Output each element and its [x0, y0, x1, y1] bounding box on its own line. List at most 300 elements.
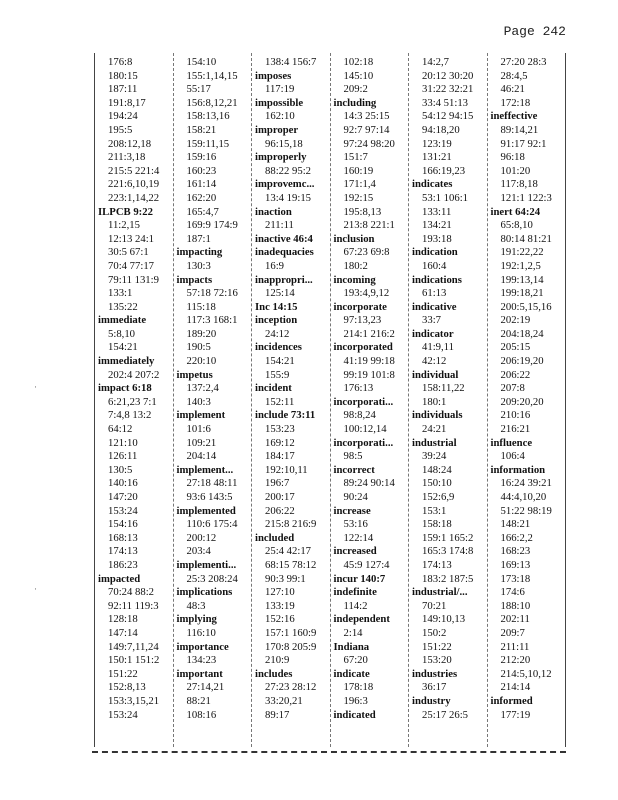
- page-reference: 153:3,15,21: [108, 694, 160, 707]
- page-reference: 156:8,12,21: [186, 96, 238, 109]
- page-reference: 196:7: [265, 477, 290, 490]
- page-reference: 211:3,18: [108, 151, 146, 164]
- page-reference: 135:22: [108, 300, 138, 313]
- page-reference: 65:8,10: [500, 219, 533, 232]
- page-reference: 117:3 168:1: [186, 314, 238, 327]
- index-term: including: [333, 96, 377, 109]
- word-index: [94, 53, 566, 747]
- page-reference: 176:8: [108, 56, 133, 68]
- page-reference: 211:11: [500, 640, 530, 653]
- page-reference: 48:3: [186, 599, 206, 612]
- page-reference: 148:24: [422, 463, 452, 476]
- page-reference: 174:13: [422, 558, 452, 571]
- page-reference: 68:15 78:12: [265, 558, 317, 571]
- page-reference: 97:13,23: [343, 314, 382, 327]
- index-term: incorporate: [333, 300, 387, 313]
- page-reference: 25:4 42:17: [265, 545, 312, 558]
- page-reference: 145:10: [343, 69, 374, 82]
- page-reference: 220:10: [186, 355, 217, 368]
- page-reference: 33:4 51:13: [422, 96, 469, 109]
- page-reference: 162:10: [265, 110, 295, 123]
- page-reference: 98:8,24: [343, 409, 376, 422]
- page-reference: 134:21: [422, 219, 452, 232]
- index-term: inaction: [255, 205, 292, 218]
- page-reference: 191:8,17: [108, 96, 146, 109]
- page-reference: 44:4,10,20: [500, 491, 547, 503]
- page-reference: 93:6 143:5: [186, 491, 233, 503]
- index-term: industrial: [412, 436, 457, 449]
- page-reference: 150:10: [422, 477, 452, 490]
- page-reference: 187:1: [186, 232, 211, 245]
- page-reference: 126:11: [108, 450, 138, 463]
- index-term: indicates: [412, 178, 453, 191]
- page-reference: 46:21: [500, 83, 525, 96]
- page-reference: 30:5 67:1: [108, 246, 149, 259]
- page-reference: 90:24: [343, 491, 368, 503]
- index-term: improper: [255, 123, 299, 136]
- page-reference: 214:14: [500, 681, 531, 694]
- index-term: industry: [412, 694, 451, 707]
- page-reference: 36:17: [422, 681, 447, 694]
- page-reference: 114:2: [343, 599, 368, 612]
- page-reference: 211:11: [265, 219, 294, 232]
- page-reference: 158:21: [186, 123, 217, 136]
- page-reference: 54:12 94:15: [422, 110, 474, 123]
- page-reference: 27:23 28:12: [265, 681, 317, 694]
- page-reference: 199:18,21: [500, 287, 544, 300]
- page-reference: 153:1: [422, 504, 447, 517]
- page-reference: 117:8,18: [500, 178, 538, 191]
- page-reference: 165:4,7: [186, 205, 219, 218]
- page-reference: 206:22: [500, 368, 531, 381]
- page-reference: 98:5: [343, 450, 363, 463]
- page-reference: 199:13,14: [500, 273, 544, 286]
- page-reference: 214:1 216:2: [343, 327, 395, 340]
- page-reference: 202:11: [500, 613, 530, 626]
- index-columns: [95, 53, 565, 747]
- page-reference: 195:5: [108, 123, 133, 136]
- index-term: ineffective: [490, 110, 538, 123]
- page-reference: 204:18,24: [500, 327, 544, 340]
- page-reference: 149:7,11,24: [108, 640, 159, 653]
- page-reference: 180:15: [108, 69, 138, 82]
- page-reference: 166:19,23: [422, 164, 466, 177]
- page-reference: 155:1,14,15: [186, 69, 238, 82]
- page-reference: 27:20 28:3: [500, 56, 547, 68]
- page-reference: 115:18: [186, 300, 216, 313]
- page-reference: 159:16: [186, 151, 217, 164]
- page-reference: 108:16: [186, 708, 217, 721]
- page-reference: 223:1,14,22: [108, 191, 160, 204]
- index-term: indicated: [333, 708, 376, 721]
- index-term: indicate: [333, 667, 370, 680]
- index-term: inception: [255, 314, 298, 327]
- index-column-1: [95, 53, 174, 747]
- page-reference: 147:20: [108, 491, 138, 503]
- page-reference: 109:21: [186, 436, 217, 449]
- index-term: imposes: [255, 69, 292, 82]
- page-reference: 70:24 88:2: [108, 586, 155, 599]
- page-reference: 200:12: [186, 531, 217, 544]
- page-reference: 11:2,15: [108, 219, 140, 232]
- page-reference: 221:6,10,19: [108, 178, 160, 191]
- page-reference: 169:12: [265, 436, 295, 449]
- page-reference: 153:23: [265, 423, 295, 436]
- page-reference: 196:3: [343, 694, 368, 707]
- page-reference: 89:24 90:14: [343, 477, 395, 490]
- index-term: impacts: [176, 273, 213, 286]
- page-reference: 215:5 221:4: [108, 164, 160, 177]
- index-term: implementi...: [176, 558, 237, 571]
- page-reference: 27:14,21: [186, 681, 225, 694]
- index-column-3: [252, 53, 331, 747]
- page-reference: 130:5: [108, 463, 133, 476]
- index-term: individuals: [412, 409, 463, 422]
- page-reference: 154:16: [108, 518, 138, 531]
- index-term: indicator: [412, 327, 454, 340]
- index-term: indication: [412, 246, 458, 259]
- page-reference: 137:2,4: [186, 382, 219, 395]
- index-term: incident: [255, 382, 292, 395]
- page-reference: 214:5,10,12: [500, 667, 552, 680]
- index-column-6: [488, 53, 566, 747]
- page-reference: 24:21: [422, 423, 447, 436]
- page-reference: 89:17: [265, 708, 290, 721]
- page-reference: 101:6: [186, 423, 211, 436]
- page-reference: 157:1 160:9: [265, 626, 317, 639]
- page-reference: 125:14: [265, 287, 295, 300]
- page-reference: 127:10: [265, 586, 295, 599]
- page-reference: 12:13 24:1: [108, 232, 155, 245]
- page-reference: 100:12,14: [343, 423, 387, 436]
- page-reference: 121:10: [108, 436, 138, 449]
- page-reference: 202:19: [500, 314, 531, 327]
- page-reference: 45:9 127:4: [343, 558, 390, 571]
- index-term: implement: [176, 409, 226, 422]
- page-reference: 97:24 98:20: [343, 137, 395, 150]
- page-reference: 27:18 48:11: [186, 477, 238, 490]
- page-reference: 140:3: [186, 395, 211, 408]
- page-reference: 101:20: [500, 164, 531, 177]
- index-term: impetus: [176, 368, 213, 381]
- page-reference: 92:11 119:3: [108, 599, 159, 612]
- page-reference: 79:11 131:9: [108, 273, 159, 286]
- page-reference: 155:9: [265, 368, 290, 381]
- page-reference: 160:23: [186, 164, 217, 177]
- page-reference: 133:19: [265, 599, 295, 612]
- page-reference: 88:22 95:2: [265, 164, 312, 177]
- page-reference: 190:5: [186, 341, 211, 354]
- page-reference: 200:5,15,16: [500, 300, 552, 313]
- index-term: impossible: [255, 96, 304, 109]
- page-reference: 173:18: [500, 572, 531, 585]
- index-term: inert 64:24: [490, 205, 541, 218]
- page-reference: 209:7: [500, 626, 525, 639]
- page-reference: 195:8,13: [343, 205, 382, 218]
- page-reference: 90:3 99:1: [265, 572, 306, 585]
- index-term: incorporati...: [333, 436, 394, 449]
- page-reference: 152:8,13: [108, 681, 146, 694]
- page-reference: 194:24: [108, 110, 138, 123]
- page-reference: 102:18: [343, 56, 374, 68]
- page-reference: 130:3: [186, 259, 211, 272]
- page-reference: 80:14 81:21: [500, 232, 552, 245]
- index-term: inactive 46:4: [255, 232, 313, 245]
- page-reference: 96:18: [500, 151, 525, 164]
- page-reference: 174:13: [108, 545, 138, 558]
- page-reference: 178:18: [343, 681, 374, 694]
- page-reference: 151:7: [343, 151, 368, 164]
- page-reference: 31:22 32:21: [422, 83, 474, 96]
- page-reference: 215:8 216:9: [265, 518, 317, 531]
- page-reference: 208:12,18: [108, 137, 152, 150]
- page-reference: 61:13: [422, 287, 447, 300]
- index-term: individual: [412, 368, 459, 381]
- index-term: implications: [176, 586, 233, 599]
- page-reference: 172:18: [500, 96, 531, 109]
- index-term: inappropri...: [255, 273, 313, 286]
- page-reference: 33:7: [422, 314, 442, 327]
- page-reference: 191:22,22: [500, 246, 544, 259]
- page-reference: 170:8 205:9: [265, 640, 317, 653]
- page-reference: 152:11: [265, 395, 295, 408]
- page-reference: 147:14: [108, 626, 138, 639]
- index-term: industries: [412, 667, 458, 680]
- index-term: includes: [255, 667, 293, 680]
- page-reference: 189:20: [186, 327, 217, 340]
- page-reference: 169:9 174:9: [186, 219, 238, 232]
- index-term: incorporati...: [333, 395, 394, 408]
- index-term: important: [176, 667, 223, 680]
- page-reference: 121:1 122:3: [500, 191, 552, 204]
- page-reference: 151:22: [108, 667, 138, 680]
- page-reference: 192:15: [343, 191, 374, 204]
- page-reference: 70:4 77:17: [108, 259, 155, 272]
- page-reference: 152:16: [265, 613, 295, 626]
- page-reference: 131:21: [422, 151, 452, 164]
- page-reference: 169:13: [500, 558, 531, 571]
- page-reference: 153:24: [108, 504, 138, 517]
- page-reference: 192:10,11: [265, 463, 308, 476]
- page-reference: 153:20: [422, 654, 452, 667]
- page-reference: 174:6: [500, 586, 525, 599]
- index-term: incoming: [333, 273, 376, 286]
- page-reference: 128:18: [108, 613, 138, 626]
- index-term: incorporated: [333, 341, 393, 354]
- page-reference: 57:18 72:16: [186, 287, 238, 300]
- index-term: implement...: [176, 463, 234, 476]
- index-term: independent: [333, 613, 390, 626]
- page-reference: 210:9: [265, 654, 290, 667]
- page-reference: 25:17 26:5: [422, 708, 469, 721]
- page-reference: 203:4: [186, 545, 211, 558]
- page-reference: 96:15,18: [265, 137, 303, 150]
- page-reference: 67:23 69:8: [343, 246, 390, 259]
- page-reference: 140:16: [108, 477, 138, 490]
- page-reference: 116:10: [186, 626, 216, 639]
- page-reference: 188:10: [500, 599, 531, 612]
- page-number: Page 242: [503, 24, 566, 39]
- index-column-4: [331, 53, 410, 747]
- page-reference: 160:19: [343, 164, 374, 177]
- index-term: Inc 14:15: [255, 300, 298, 313]
- page-reference: 150:2: [422, 626, 447, 639]
- page-reference: 41:9,11: [422, 341, 454, 354]
- page-reference: 133:1: [108, 287, 133, 300]
- index-term: indicative: [412, 300, 457, 313]
- page-reference: 39:24: [422, 450, 447, 463]
- index-term: implemented: [176, 504, 236, 517]
- page-reference: 123:19: [422, 137, 452, 150]
- index-term: inclusion: [333, 232, 375, 245]
- page-reference: 216:21: [500, 423, 531, 436]
- page-reference: 106:4: [500, 450, 525, 463]
- page-reference: 5:8,10: [108, 327, 136, 340]
- index-term: increased: [333, 545, 377, 558]
- page-reference: 28:4,5: [500, 69, 528, 82]
- page-reference: 158:18: [422, 518, 452, 531]
- page-reference: 177:19: [500, 708, 531, 721]
- page-reference: 16:9: [265, 259, 285, 272]
- page-reference: 14:3 25:15: [343, 110, 390, 123]
- index-term: improvemc...: [255, 178, 315, 191]
- page-reference: 209:2: [343, 83, 368, 96]
- index-term: Indiana: [333, 640, 370, 653]
- page-reference: 206:22: [265, 504, 295, 517]
- page-reference: 117:19: [265, 83, 295, 96]
- page-reference: 150:1 151:2: [108, 654, 160, 667]
- page-reference: 160:4: [422, 259, 447, 272]
- page-reference: 148:21: [500, 518, 531, 531]
- page-reference: 213:8 221:1: [343, 219, 395, 232]
- page-reference: 6:21,23 7:1: [108, 395, 157, 408]
- index-term: impact 6:18: [98, 382, 152, 395]
- page-reference: 192:1,2,5: [500, 259, 541, 272]
- page-reference: 151:22: [422, 640, 452, 653]
- page-reference: 110:6 175:4: [186, 518, 238, 531]
- index-term: ILPCB 9:22: [98, 205, 153, 218]
- index-term: impacted: [98, 572, 141, 585]
- index-term: increase: [333, 504, 371, 517]
- index-term: immediate: [98, 314, 147, 327]
- page-reference: 193:4,9,12: [343, 287, 390, 300]
- index-term: include 73:11: [255, 409, 316, 422]
- page-reference: 202:4 207:2: [108, 368, 160, 381]
- page-reference: 209:20,20: [500, 395, 544, 408]
- page-reference: 166:2,2: [500, 531, 533, 544]
- page-reference: 91:17 92:1: [500, 137, 547, 150]
- page-reference: 161:14: [186, 178, 217, 191]
- page-reference: 212:20: [500, 654, 531, 667]
- page-reference: 171:1,4: [343, 178, 376, 191]
- page-reference: 154:10: [186, 56, 217, 68]
- page-reference: 168:23: [500, 545, 531, 558]
- page-reference: 53:16: [343, 518, 368, 531]
- page-reference: 53:1 106:1: [422, 191, 469, 204]
- page-reference: 187:11: [108, 83, 138, 96]
- page-reference: 154:21: [108, 341, 138, 354]
- page-reference: 13:4 19:15: [265, 191, 312, 204]
- page-reference: 193:18: [422, 232, 452, 245]
- index-term: implying: [176, 613, 217, 626]
- index-term: immediately: [98, 355, 155, 368]
- page-reference: 55:17: [186, 83, 211, 96]
- page-reference: 70:21: [422, 599, 447, 612]
- index-term: incorrect: [333, 463, 375, 476]
- page-reference: 158:13,16: [186, 110, 230, 123]
- index-term: informed: [490, 694, 533, 707]
- page-reference: 210:16: [500, 409, 531, 422]
- page-reference: 152:6,9: [422, 491, 455, 503]
- page-reference: 41:19 99:18: [343, 355, 395, 368]
- index-column-2: [174, 53, 253, 747]
- page-reference: 186:23: [108, 558, 138, 571]
- page-reference: 88:21: [186, 694, 211, 707]
- page-reference: 206:19,20: [500, 355, 544, 368]
- index-term: indefinite: [333, 586, 377, 599]
- bottom-rule: [92, 751, 566, 753]
- page-reference: 92:7 97:14: [343, 123, 390, 136]
- index-term: inadequacies: [255, 246, 314, 259]
- margin-mark: ·: [34, 584, 37, 594]
- page-reference: 180:1: [422, 395, 447, 408]
- page-reference: 2:14: [343, 626, 363, 639]
- index-term: indications: [412, 273, 462, 286]
- margin-mark: ·: [34, 382, 37, 392]
- index-term: impacting: [176, 246, 223, 259]
- page-reference: 168:13: [108, 531, 138, 544]
- index-term: influence: [490, 436, 533, 449]
- index-term: improperly: [255, 151, 307, 164]
- index-term: incidences: [255, 341, 302, 354]
- page-reference: 162:20: [186, 191, 217, 204]
- page-reference: 122:14: [343, 531, 374, 544]
- page-reference: 159:1 165:2: [422, 531, 474, 544]
- page-reference: 51:22 98:19: [500, 504, 552, 517]
- page-reference: 133:11: [422, 205, 452, 218]
- page-reference: 183:2 187:5: [422, 572, 474, 585]
- page-reference: 94:18,20: [422, 123, 460, 136]
- page-reference: 99:19 101:8: [343, 368, 395, 381]
- index-term: incur 140:7: [333, 572, 386, 585]
- page-reference: 7:4,8 13:2: [108, 409, 152, 422]
- page-reference: 25:3 208:24: [186, 572, 238, 585]
- page-reference: 149:10,13: [422, 613, 466, 626]
- page-reference: 207:8: [500, 382, 525, 395]
- index-term: industrial/...: [412, 586, 468, 599]
- page-reference: 16:24 39:21: [500, 477, 552, 490]
- page-reference: 159:11,15: [186, 137, 230, 150]
- page-reference: 138:4 156:7: [265, 56, 317, 68]
- page-reference: 204:14: [186, 450, 217, 463]
- page-reference: 158:11,22: [422, 382, 465, 395]
- page-reference: 42:12: [422, 355, 447, 368]
- page-reference: 20:12 30:20: [422, 69, 474, 82]
- page-reference: 165:3 174:8: [422, 545, 474, 558]
- page-reference: 200:17: [265, 491, 295, 503]
- index-column-5: [409, 53, 488, 747]
- index-term: information: [490, 463, 546, 476]
- page-reference: 176:13: [343, 382, 374, 395]
- index-term: included: [255, 531, 295, 544]
- page-reference: 64:12: [108, 423, 133, 436]
- page-reference: 180:2: [343, 259, 368, 272]
- page-reference: 67:20: [343, 654, 368, 667]
- page-reference: 154:21: [265, 355, 295, 368]
- page-reference: 24:12: [265, 327, 290, 340]
- page-reference: 14:2,7: [422, 56, 450, 68]
- page-reference: 184:17: [265, 450, 295, 463]
